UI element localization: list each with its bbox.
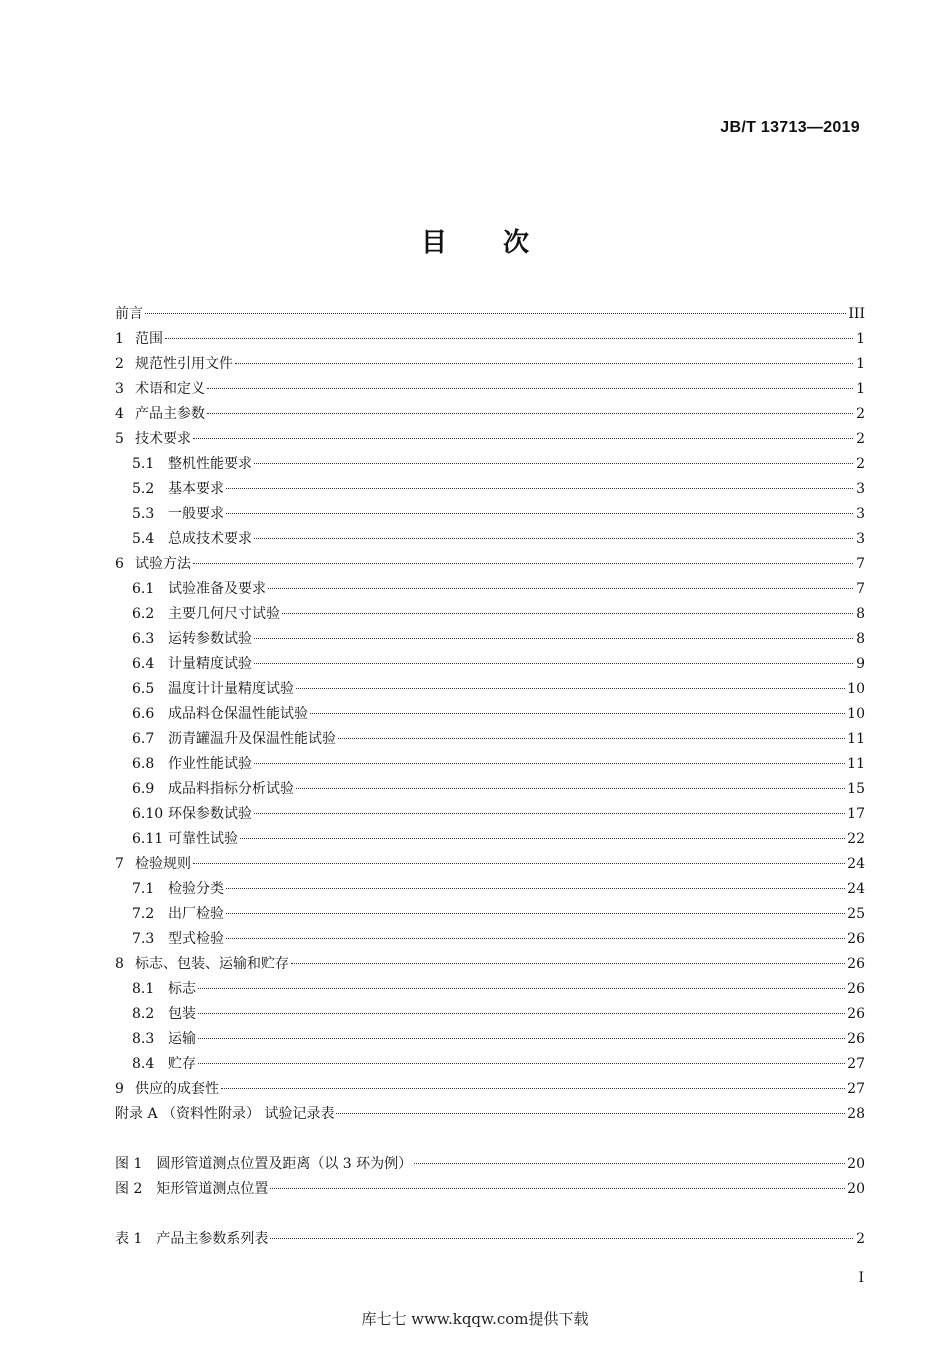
dot-leader: [240, 838, 845, 839]
figure-list-entry[interactable]: [115, 1152, 865, 1177]
toc-entry-number: 6.5: [132, 681, 155, 697]
toc-entry-label: 沥青罐温升及保温性能试验: [168, 731, 336, 747]
dot-leader: [198, 1038, 845, 1039]
toc-entry-label: 计量精度试验: [168, 656, 252, 672]
dot-leader: [207, 413, 853, 414]
dot-leader: [198, 1013, 845, 1014]
toc-entry-number: 6.1: [132, 581, 155, 597]
toc-entry-page: 1: [856, 356, 865, 372]
toc-entry-label: 贮存: [168, 1056, 196, 1072]
toc-entry-label: 一般要求: [168, 506, 224, 522]
dot-leader: [414, 1163, 845, 1164]
toc-entry[interactable]: [115, 1052, 865, 1077]
toc-entry-number: 8.2: [132, 1006, 155, 1022]
toc-entry[interactable]: [115, 777, 865, 802]
dot-leader: [296, 788, 845, 789]
toc-entry-label: 运输: [168, 1031, 196, 1047]
toc-entry-number: 6.6: [132, 706, 155, 722]
toc-entry-page: 20: [847, 1181, 865, 1197]
dot-leader: [226, 913, 845, 914]
toc-entry[interactable]: [115, 752, 865, 777]
toc-entry-label: 图 2 矩形管道测点位置: [115, 1181, 269, 1197]
toc-entry[interactable]: [115, 352, 865, 377]
toc-entry[interactable]: [115, 452, 865, 477]
toc-entry-label: 术语和定义: [135, 381, 205, 397]
toc-entry-number: 6.11: [132, 831, 164, 847]
toc-entry-page: 10: [847, 681, 865, 697]
toc-entry-label: 可靠性试验: [168, 831, 238, 847]
figure-list-entry[interactable]: [115, 1177, 865, 1202]
title-char-1: 目: [420, 228, 447, 258]
toc-entry[interactable]: [115, 627, 865, 652]
toc-entry-page: 26: [847, 1006, 865, 1022]
dot-leader: [254, 538, 853, 539]
toc-entry-number: 6.4: [132, 656, 155, 672]
toc-entry-page: 7: [856, 581, 865, 597]
toc-entry-number: 6.2: [132, 606, 155, 622]
toc-entry-page: 11: [847, 731, 865, 747]
toc-entry-page: 8: [856, 606, 865, 622]
dot-leader: [310, 713, 845, 714]
toc-entry[interactable]: [115, 902, 865, 927]
toc-entry-label: 供应的成套性: [135, 1081, 219, 1097]
toc-entry[interactable]: [115, 652, 865, 677]
toc-entry-number: 6: [115, 556, 124, 572]
toc-entry[interactable]: [115, 577, 865, 602]
toc-entry-label: 运转参数试验: [168, 631, 252, 647]
dot-leader: [165, 338, 853, 339]
toc-entry-label: 基本要求: [168, 481, 224, 497]
toc-entry-number: 5.2: [132, 481, 155, 497]
toc-entry[interactable]: [115, 527, 865, 552]
toc-entry-page: 26: [847, 931, 865, 947]
toc-entry-page: 27: [847, 1056, 865, 1072]
toc-entry-label: 总成技术要求: [168, 531, 252, 547]
toc-entry[interactable]: [115, 877, 865, 902]
toc-entry-label: 成品料仓保温性能试验: [168, 706, 308, 722]
toc-entry-page: 8: [856, 631, 865, 647]
toc-entry-page: 11: [847, 756, 865, 772]
toc-entry-number: 6.7: [132, 731, 155, 747]
toc-entry-page: 2: [856, 406, 865, 422]
dot-leader: [193, 863, 845, 864]
toc-entry-page: 1: [856, 331, 865, 347]
toc-entry[interactable]: [115, 1102, 865, 1127]
toc-entry-page: 28: [847, 1106, 865, 1122]
toc-entry-number: 6.9: [132, 781, 155, 797]
toc-entry[interactable]: [115, 427, 865, 452]
standard-code: JB/T 13713—2019: [720, 119, 860, 136]
toc-entry-number: 5.1: [132, 456, 155, 472]
toc-entry[interactable]: [115, 852, 865, 877]
footer-watermark-text: 库七七 www.kqqw.com提供下载: [361, 1310, 589, 1328]
title-char-2: 次: [503, 228, 530, 258]
toc-entry-number: 8.1: [132, 981, 155, 997]
toc-entry-label: 前言: [115, 306, 143, 322]
toc-entry-page: 26: [847, 1031, 865, 1047]
toc-entry-page: 24: [847, 881, 865, 897]
dot-leader: [254, 763, 845, 764]
dot-leader: [291, 963, 845, 964]
toc-entry-page: 27: [847, 1081, 865, 1097]
toc-entry[interactable]: [115, 677, 865, 702]
dot-leader: [193, 438, 853, 439]
toc-entry-number: 7.2: [132, 906, 155, 922]
toc-entry-page: III: [848, 306, 865, 322]
toc-entry-label: 主要几何尺寸试验: [168, 606, 280, 622]
dot-leader: [235, 363, 853, 364]
toc-entry-number: 5.4: [132, 531, 155, 547]
toc-entry-number: 8.4: [132, 1056, 155, 1072]
dot-leader: [270, 1238, 853, 1239]
toc-entry-number: 7.1: [132, 881, 155, 897]
toc-entry[interactable]: [115, 952, 865, 977]
toc-entry-page: 10: [847, 706, 865, 722]
dot-leader: [254, 663, 853, 664]
toc-entry-label: 表 1 产品主参数系列表: [115, 1231, 269, 1247]
toc-entry-label: 整机性能要求: [168, 456, 252, 472]
toc-entry-number: 2: [115, 356, 124, 372]
toc-entry-number: 6.3: [132, 631, 155, 647]
toc-entry[interactable]: [115, 477, 865, 502]
toc-entry-page: 17: [847, 806, 865, 822]
table-of-contents: [115, 302, 865, 1252]
dot-leader: [207, 388, 853, 389]
toc-entry-page: 15: [847, 781, 865, 797]
toc-entry-number: 5.3: [132, 506, 155, 522]
toc-entry[interactable]: [115, 377, 865, 402]
page-number: I: [858, 1270, 864, 1286]
toc-entry-page: 3: [856, 506, 865, 522]
toc-entry-page: 3: [856, 531, 865, 547]
dot-leader: [254, 638, 853, 639]
toc-entry-label: 作业性能试验: [168, 756, 252, 772]
dot-leader: [338, 738, 845, 739]
dot-leader: [254, 813, 845, 814]
toc-entry-label: 标志、包装、运输和贮存: [135, 956, 289, 972]
toc-entry[interactable]: [115, 552, 865, 577]
toc-entry-number: 3: [115, 381, 124, 397]
dot-leader: [336, 1113, 845, 1114]
toc-entry-page: 26: [847, 956, 865, 972]
toc-entry-number: 6.8: [132, 756, 155, 772]
toc-entry-number: 6.10: [132, 806, 164, 822]
toc-entry-number: 7: [115, 856, 124, 872]
toc-entry-label: 规范性引用文件: [135, 356, 233, 372]
toc-entry[interactable]: [115, 702, 865, 727]
section-spacer: [115, 1127, 865, 1152]
toc-entry-label: 试验方法: [135, 556, 191, 572]
dot-leader: [254, 463, 853, 464]
toc-entry-label: 范围: [135, 331, 163, 347]
toc-entry-label: 标志: [168, 981, 196, 997]
toc-entry-label: 环保参数试验: [168, 806, 252, 822]
dot-leader: [296, 688, 845, 689]
toc-entry-label: 试验准备及要求: [168, 581, 266, 597]
toc-entry-number: 1: [115, 331, 124, 347]
dot-leader: [193, 563, 853, 564]
toc-entry-label: 出厂检验: [168, 906, 224, 922]
dot-leader: [268, 588, 853, 589]
dot-leader: [145, 313, 846, 314]
toc-entry-page: 2: [856, 456, 865, 472]
toc-entry-label: 产品主参数: [135, 406, 205, 422]
toc-entry-number: 8: [115, 956, 124, 972]
toc-entry[interactable]: [115, 602, 865, 627]
dot-leader: [226, 938, 845, 939]
toc-entry[interactable]: [115, 802, 865, 827]
toc-entry-number: 9: [115, 1081, 124, 1097]
dot-leader: [226, 488, 853, 489]
toc-entry-number: 8.3: [132, 1031, 155, 1047]
toc-entry-page: 26: [847, 981, 865, 997]
toc-entry-page: 20: [847, 1156, 865, 1172]
table-list-entry[interactable]: [115, 1227, 865, 1252]
toc-entry[interactable]: [115, 927, 865, 952]
toc-entry[interactable]: [115, 1002, 865, 1027]
toc-entry-label: 包装: [168, 1006, 196, 1022]
dot-leader: [198, 1063, 845, 1064]
dot-leader: [282, 613, 853, 614]
toc-entry-page: 2: [856, 1231, 865, 1247]
toc-entry-number: 7.3: [132, 931, 155, 947]
toc-entry-label: 检验分类: [168, 881, 224, 897]
toc-entry-label: 温度计计量精度试验: [168, 681, 294, 697]
toc-entry-label: 型式检验: [168, 931, 224, 947]
toc-entry-page: 2: [856, 431, 865, 447]
toc-entry-number: 5: [115, 431, 124, 447]
page-title: [0, 222, 950, 259]
toc-entry-page: 3: [856, 481, 865, 497]
section-spacer: [115, 1202, 865, 1227]
toc-entry[interactable]: [115, 327, 865, 352]
toc-entry-page: 7: [856, 556, 865, 572]
toc-entry[interactable]: [115, 1077, 865, 1102]
toc-entry-label: 技术要求: [135, 431, 191, 447]
toc-entry-page: 22: [847, 831, 865, 847]
toc-entry-page: 24: [847, 856, 865, 872]
toc-entry-page: 25: [847, 906, 865, 922]
toc-entry[interactable]: [115, 502, 865, 527]
dot-leader: [198, 988, 845, 989]
toc-entry-label: 附录 A （资料性附录） 试验记录表: [115, 1106, 335, 1122]
toc-entry-label: 图 1 圆形管道测点位置及距离（以 3 环为例）: [115, 1156, 413, 1172]
toc-entry[interactable]: [115, 402, 865, 427]
toc-entry-label: 成品料指标分析试验: [168, 781, 294, 797]
dot-leader: [221, 1088, 845, 1089]
toc-entry[interactable]: [115, 302, 865, 327]
dot-leader: [226, 888, 845, 889]
toc-entry-page: 9: [856, 656, 865, 672]
toc-entry-page: 1: [856, 381, 865, 397]
dot-leader: [270, 1188, 845, 1189]
toc-entry[interactable]: [115, 977, 865, 1002]
toc-entry-number: 4: [115, 406, 124, 422]
toc-entry-label: 检验规则: [135, 856, 191, 872]
dot-leader: [226, 513, 853, 514]
toc-entry[interactable]: [115, 1027, 865, 1052]
toc-entry[interactable]: [115, 727, 865, 752]
toc-entry[interactable]: [115, 827, 865, 852]
